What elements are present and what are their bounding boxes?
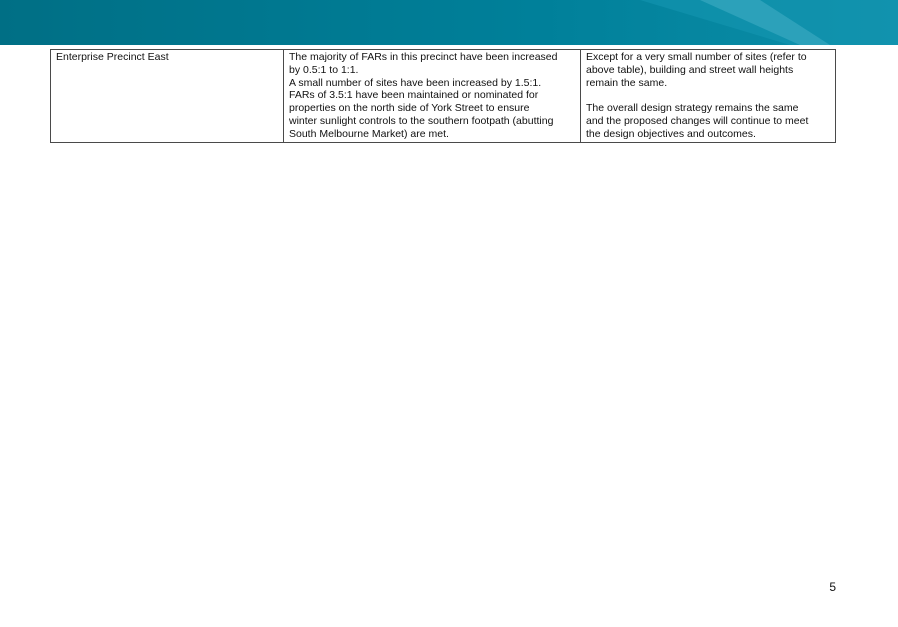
comments-line: the design objectives and outcomes. bbox=[586, 127, 756, 140]
changes-line: South Melbourne Market) are met. bbox=[289, 127, 449, 140]
precinct-name-cell bbox=[51, 50, 284, 143]
precinct-name: Enterprise Precinct East bbox=[56, 51, 169, 63]
comments-line: and the proposed changes will continue to meet bbox=[586, 114, 809, 127]
header-band bbox=[0, 0, 898, 45]
changes-line: FARs of 3.5:1 have been maintained or nominated for bbox=[289, 89, 539, 102]
changes-cell bbox=[284, 50, 581, 143]
header-decoration bbox=[0, 0, 898, 45]
table-row bbox=[51, 50, 836, 143]
changes-line: A small number of sites have been increased by 1.5:1. bbox=[289, 76, 542, 89]
page-number: 5 bbox=[829, 580, 836, 594]
comments-line: Except for a very small number of sites (refer to bbox=[586, 51, 807, 63]
comments-line: above table), building and street wall heights bbox=[586, 63, 794, 76]
comments-line: remain the same. bbox=[586, 76, 668, 89]
comments-line: The overall design strategy remains the same bbox=[586, 102, 799, 115]
paragraph-spacer bbox=[586, 89, 830, 102]
changes-line: by 0.5:1 to 1:1. bbox=[289, 63, 359, 76]
changes-line: winter sunlight controls to the southern footpath (abutting bbox=[289, 114, 554, 127]
changes-line: properties on the north side of York Street to ensure bbox=[289, 102, 530, 115]
precinct-table bbox=[50, 49, 836, 143]
changes-line: The majority of FARs in this precinct have been increased bbox=[289, 51, 558, 63]
comments-cell bbox=[581, 50, 836, 143]
